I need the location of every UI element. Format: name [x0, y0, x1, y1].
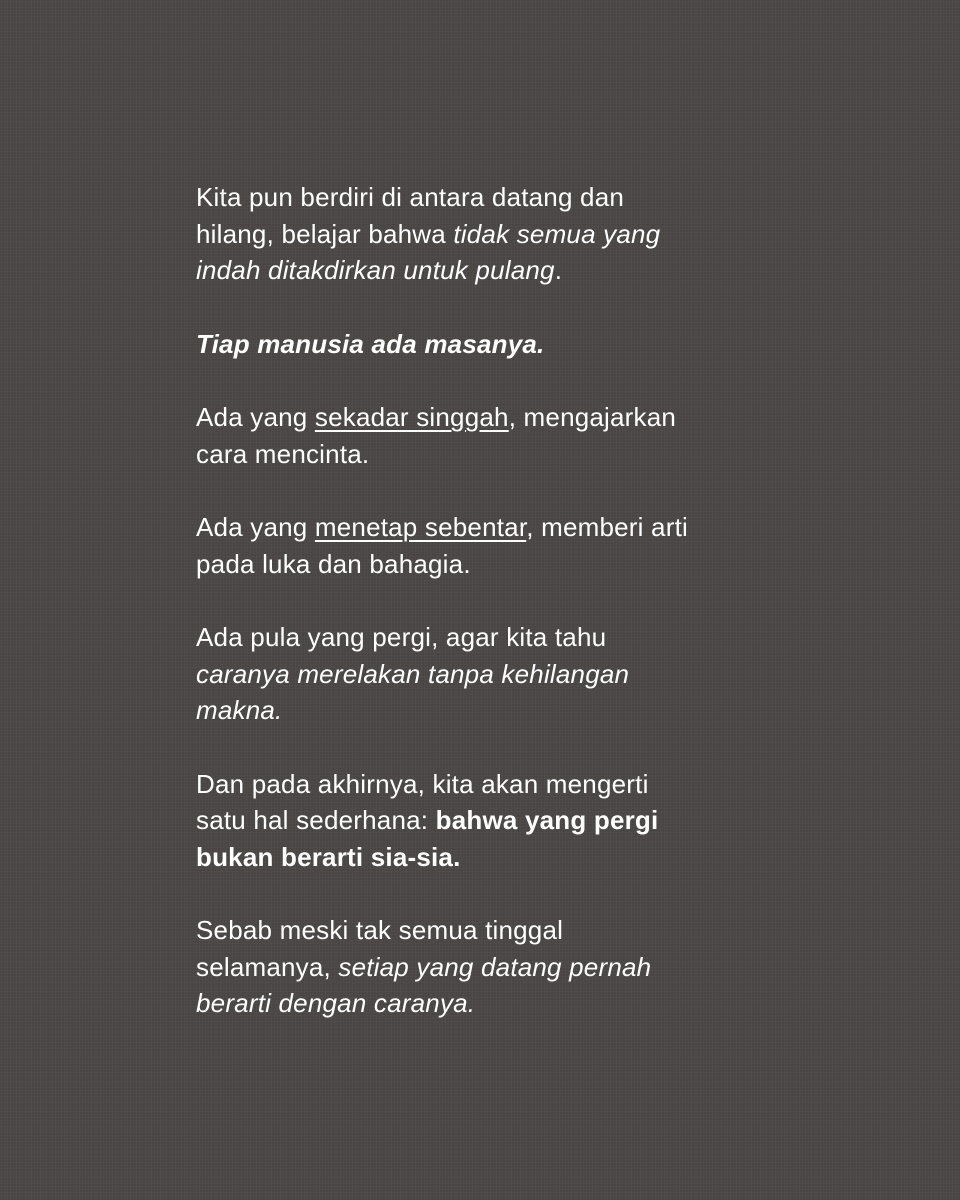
bold-italic-heading: Tiap manusia ada masanya.	[196, 328, 545, 359]
text-line	[196, 692, 776, 729]
paragraph-stay-briefly	[196, 509, 776, 582]
text-line	[196, 216, 776, 253]
italic-text: caranya merelakan tanpa kehilangan	[196, 658, 630, 689]
text-line	[196, 546, 776, 583]
text-line	[196, 436, 776, 473]
text-span: Kita pun berdiri di antara datang dan	[196, 182, 625, 212]
text-line	[196, 326, 776, 363]
underlined-text: menetap sebentar	[314, 512, 527, 542]
paragraph-those-who-leave	[196, 619, 776, 729]
text-line	[196, 399, 776, 436]
text-span: Ada yang	[196, 402, 315, 432]
text-span: selamanya,	[196, 951, 339, 982]
text-span: hilang, belajar bahwa	[196, 218, 454, 249]
text-span: pada luka dan bahagia.	[196, 548, 471, 579]
text-span: Ada pula yang pergi, agar kita tahu	[196, 622, 607, 652]
text-span: cara mencinta.	[196, 438, 370, 469]
text-span: , memberi arti	[526, 512, 688, 542]
text-line	[196, 912, 776, 949]
text-span: , mengajarkan	[508, 402, 677, 432]
text-span: Sebab meski tak semua tinggal	[196, 915, 564, 945]
paragraph-every-human-has-time	[196, 326, 776, 363]
paragraph-standing-between	[196, 179, 776, 289]
italic-text: berarti dengan caranya.	[196, 988, 476, 1018]
italic-text: indah ditakdirkan untuk pulang	[196, 255, 555, 285]
text-line	[196, 985, 776, 1022]
text-span: satu hal sederhana:	[196, 805, 436, 835]
italic-text: setiap yang datang pernah	[338, 951, 652, 982]
bold-text: bahwa yang pergi	[435, 805, 659, 835]
italic-text: makna.	[196, 695, 283, 725]
text-line	[196, 179, 776, 216]
italic-text: tidak semua yang	[453, 218, 661, 249]
underlined-text: sekadar singgah	[314, 402, 509, 432]
text-line	[196, 839, 776, 876]
text-line	[196, 252, 776, 289]
text-line	[196, 656, 776, 693]
text-line	[196, 949, 776, 986]
text-line	[196, 619, 776, 656]
paragraph-just-passing	[196, 399, 776, 472]
quote-text-block	[196, 179, 776, 1059]
text-span: .	[554, 255, 563, 285]
bold-text: bukan berarti sia-sia.	[196, 841, 461, 872]
paragraph-in-the-end	[196, 766, 776, 876]
text-line	[196, 509, 776, 546]
text-line	[196, 766, 776, 803]
text-line	[196, 802, 776, 839]
paragraph-not-all-stay	[196, 912, 776, 1022]
text-span: Dan pada akhirnya, kita akan mengerti	[196, 768, 649, 799]
text-span: Ada yang	[196, 512, 315, 542]
